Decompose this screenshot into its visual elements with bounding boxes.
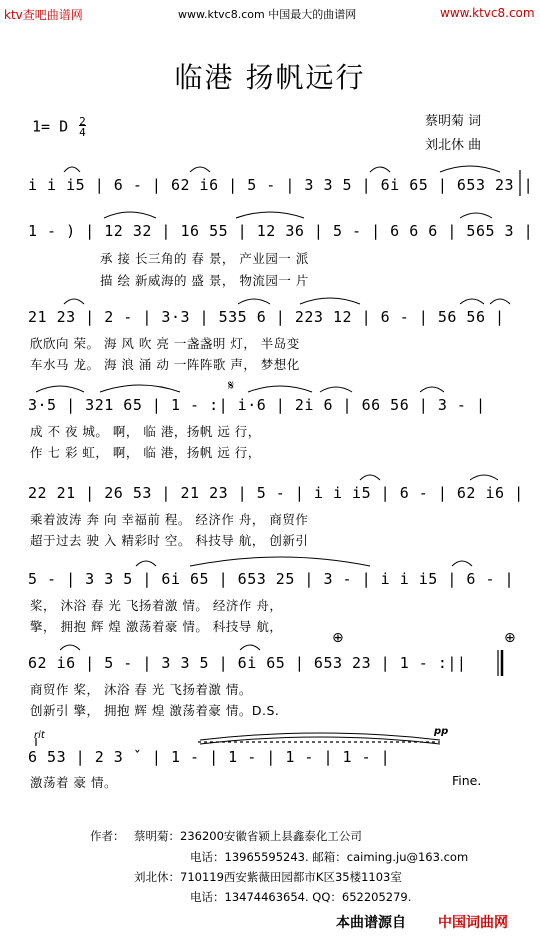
- score-line-4: 3·5 | 321 65 | 1 - :| i·6 | 2i 6 | 66 56 | 3 - |: [28, 396, 486, 414]
- pp-mark: pp: [434, 726, 449, 737]
- footer-line-2: 电话：13965595243. 邮箱：caiming.ju@163.com: [190, 850, 469, 864]
- lyric-line-2b: 描 绘 新威海的 盛 景， 物流园一 片: [100, 273, 309, 288]
- slur: [60, 645, 80, 650]
- score-line-2: 1 - ) | 12 32 | 16 55 | 12 36 | 5 - | 6 6 6 | 565 3 |: [28, 222, 534, 240]
- lyric-line-3a: 欣欣向 荣。 海 风 吹 亮 一盏盏明 灯， 半岛变: [30, 336, 300, 351]
- lyric-line-4b: 作 七 彩 虹， 啊， 临 港，扬帆 远 行，: [30, 445, 261, 460]
- score-line-3: 21 23 | 2 - | 3·3 | 535 6 | 223 12 | 6 - | 56 56 |: [28, 308, 505, 326]
- score-line-6: 5 - | 3 3 5 | 6i 65 | 653 25 | 3 - | i i i5 | 6 - |: [28, 570, 515, 588]
- lyric-line-7b: 创新引 擎， 拥抱 辉 煌 激荡着豪 情。D.S.: [30, 703, 280, 718]
- score-line-1: i i i5 | 6 - | 62 i6 | 5 - | 3 3 5 | 6i 65 | 653 23 |: [28, 176, 534, 194]
- slur: [452, 561, 472, 566]
- slur: [64, 167, 80, 172]
- lyric-line-6a: 桨， 沐浴 春 光 飞扬着激 情。 经济作 舟，: [30, 598, 283, 613]
- slur: [460, 213, 492, 218]
- lyric-line-5a: 乘着波涛 奔 向 幸福前 程。 经济作 舟， 商贸作: [30, 512, 309, 527]
- lyric-line-5b: 超于过去 驶 入 精彩时 空。 科技导 航， 创新引: [30, 533, 309, 548]
- slur: [190, 167, 210, 172]
- key-signature: [32, 116, 86, 138]
- lyricist-credit: 蔡明菊 词: [425, 114, 482, 129]
- slur: [136, 561, 156, 566]
- site-url-center: www.ktvc8.com 中国最大的曲谱网: [178, 8, 357, 21]
- lyric-line-4a: 成 不 夜 城。 啊， 临 港，扬帆 远 行，: [30, 424, 261, 439]
- slur: [200, 737, 440, 744]
- slur: [248, 386, 312, 392]
- watermark-source: 本曲谱源自: [336, 915, 406, 931]
- coda-mark-1: ⊕: [332, 630, 344, 646]
- site-logo-left: ktv查吧曲谱网: [4, 8, 83, 22]
- slur: [370, 167, 390, 172]
- lyric-line-7a: 商贸作 桨， 沐浴 春 光 飞扬着激 情。: [30, 682, 252, 697]
- slur: [320, 387, 352, 392]
- site-url-right: www.ktvc8.com: [440, 6, 535, 20]
- rit-mark: rit: [34, 730, 45, 741]
- watermark-site: 中国词曲网: [438, 915, 508, 931]
- slur: [470, 475, 498, 480]
- lyric-line-3b: 车水马 龙。 海 浪 涌 动 一阵阵歌 声， 梦想化: [30, 357, 300, 372]
- slur: [104, 212, 156, 218]
- slur: [100, 385, 180, 392]
- composer-credit: 刘北休 曲: [425, 138, 482, 153]
- slur: [360, 475, 380, 480]
- song-title: 临港 扬帆远行: [174, 61, 366, 94]
- slur: [36, 386, 84, 392]
- footer-line-3: 刘北休：710119西安紫薇田园都市K区35楼1103室: [134, 870, 402, 884]
- slur: [238, 299, 270, 304]
- slur: [490, 299, 510, 304]
- key-label: 1= D: [32, 117, 69, 136]
- slur: [64, 299, 84, 304]
- slur: [440, 166, 500, 172]
- lyric-line-6b: 擎， 拥抱 辉 煌 激荡着豪 情。 科技导 航，: [30, 619, 283, 634]
- slur: [190, 557, 370, 566]
- lyric-line-8: 激荡着 豪 情。: [30, 775, 117, 790]
- lyric-line-2a: 承 接 长三角的 春 景， 产业园一 派: [100, 251, 309, 266]
- score-line-8: 6 53 | 2 3 ˇ | 1 - | 1 - | 1 - | 1 - |: [28, 748, 391, 766]
- fine-mark: Fine.: [452, 773, 482, 788]
- slur: [420, 387, 444, 392]
- slur: [460, 299, 484, 304]
- slur: [300, 298, 360, 304]
- slur: [200, 733, 440, 740]
- time-bottom: 4: [79, 126, 86, 139]
- slur: [236, 212, 304, 218]
- score-line-5: 22 21 | 26 53 | 21 23 | 5 - | i i i5 | 6 - | 62 i6 |: [28, 484, 524, 502]
- slur: [240, 645, 260, 650]
- time-top: 2: [79, 115, 86, 128]
- footer-line-4: 电话：13474463654. QQ：652205279.: [190, 890, 412, 904]
- score-line-7: 62 i6 | 5 - | 3 3 5 | 6i 65 | 653 23 | 1 - :||: [28, 654, 467, 672]
- footer-label: 作者：: [90, 829, 125, 843]
- footer-line-1: 蔡明菊：236200安徽省颍上县鑫泰化工公司: [134, 829, 362, 843]
- segno-mark: 𝄋: [228, 378, 235, 394]
- time-signature: [79, 116, 86, 138]
- coda-mark-2: ⊕: [504, 630, 516, 646]
